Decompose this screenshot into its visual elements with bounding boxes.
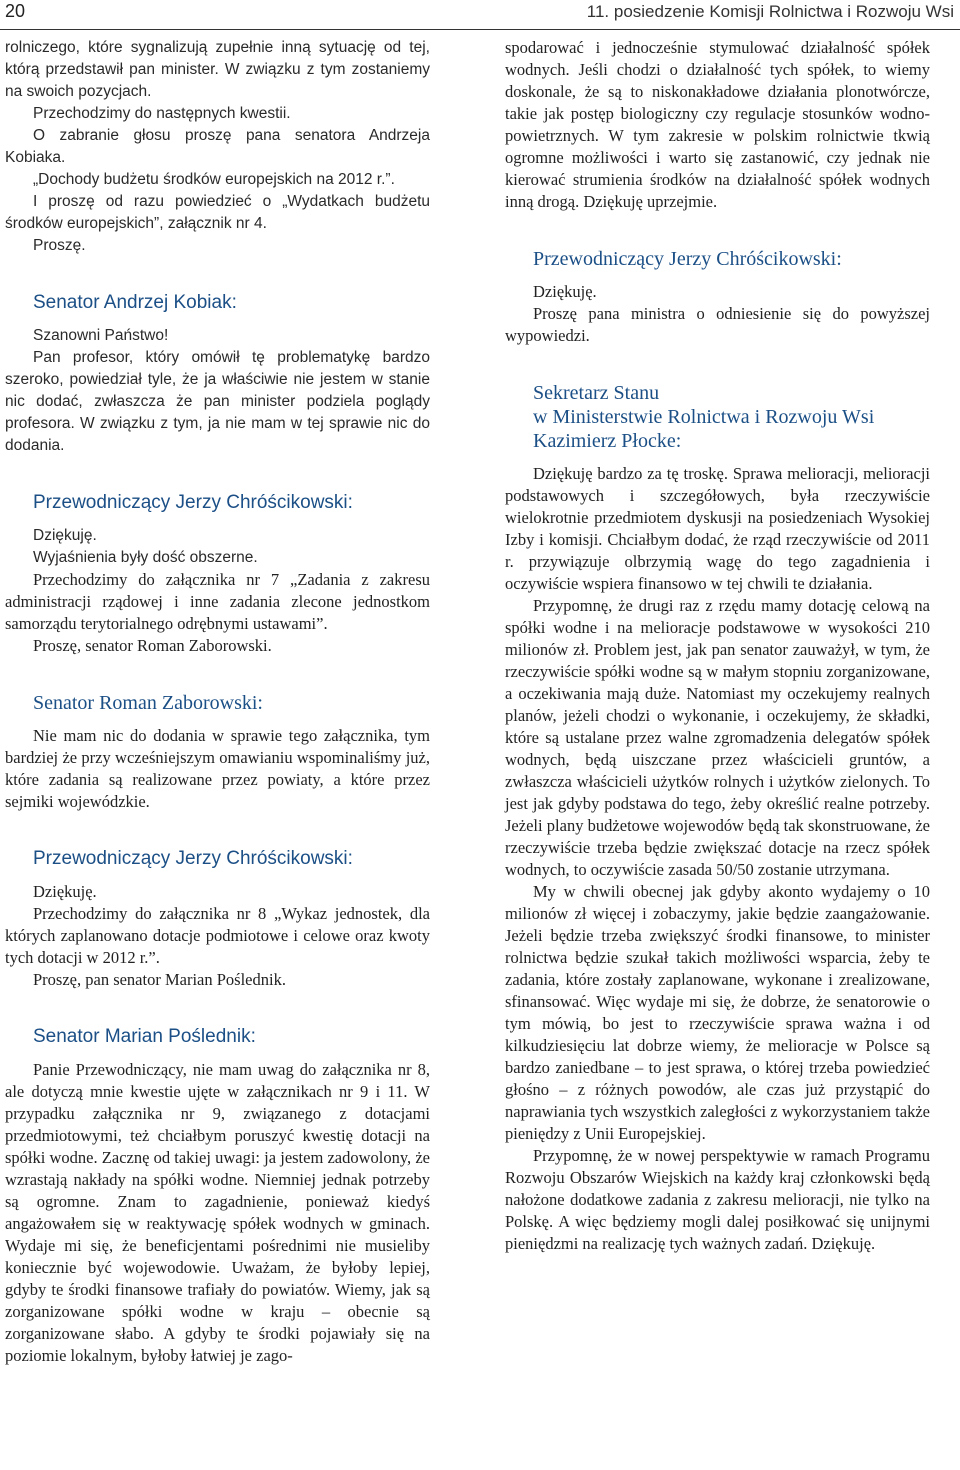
left-column xyxy=(5,37,430,1367)
paragraph: Nie mam nic do dodania w sprawie tego załącznika, tym bardziej że przy wcześniejszym omawianiu wspominaliśmy już, które zadania są realizowane przez powiaty, a które przez sejmiki wojewódzkie. xyxy=(5,726,430,811)
speaker-heading xyxy=(533,381,930,453)
speaker-title-line: w Ministerstwie Rolnictwa i Rozwoju Wsi xyxy=(533,406,875,428)
paragraph: „Dochody budżetu środków europejskich na 2012 r.”. xyxy=(33,171,395,188)
paragraph: Panie Przewodniczący, nie mam uwag do załącznika nr 8, ale dotyczą mnie kwestie ujęte w załącznikach nr 9 i 11. W przypadku załącznika nr 9, związanego z dotacjami przedmiotowymi, też chciałbym poruszyć kwestię dotacji na spółki wodne. Zacznę od takiej uwagi: ja jestem zadowolony, że wzrastają nakłady na spółki wodne. Niemniej jednak potrzeby są ogromne. Znam to zagadnienie, ponieważ kiedyś angażowałem się w reaktywację spółek wodnych w gminach. Wydaje mi się, że beneficjentami pośrednimi nie musieliby koniecznie być wojewodowie. Uważam, że byłoby lepiej, gdyby te środki finansowe trafiały do powiatów. Wiemy, jak są zorganizowane spółki wodne w kraju – obecnie są zorganizowane słabo. A gdyby te środki pojawiały się na poziomie lokalnym, byłoby łatwiej je zago- xyxy=(5,1060,430,1365)
speaker-heading: Przewodniczący Jerzy Chróścikowski: xyxy=(33,848,353,869)
paragraph: Przypomnę, że w nowej perspektywie w ramach Programu Rozwoju Obszarów Wiejskich na każdy kraj członkowski będą nałożone dodatkowe zadania z zakresu melioracji, nie tylko na Polskę. A więc będziemy mogli dalej posiłkować się unijnymi pieniędzmi na realizację tych ważnych zadań. Dziękuję. xyxy=(505,1146,930,1253)
paragraph: Przechodzimy do załącznika nr 8 „Wykaz jednostek, dla których zaplanowano dotacje podmiotowe i celowe oraz kwoty tych dotacji w 2012 r.”. xyxy=(5,904,430,967)
right-column xyxy=(505,37,930,1255)
paragraph: Proszę. xyxy=(33,237,86,254)
paragraph: Dziękuję. xyxy=(33,882,97,901)
paragraph: Przechodzimy do załącznika nr 7 „Zadania z zakresu administracji rządowej i inne zadania zlecone jednostkom samorządu terytorialnego odrębnymi ustawami”. xyxy=(5,570,430,633)
paragraph: Dziękuję. xyxy=(533,282,597,301)
paragraph: My w chwili obecnej jak gdyby akonto wydajemy o 10 milionów zł więcej i zobaczymy, jakie będzie zaangażowanie. Jeżeli będzie trzeba zwiększyć środki finansowe, to minister rolnictwa będzie szukał takich możliwości wsparcia, żeby te zadania, które zostały zaplanowane, wykonane i zrealizowane, sfinansować. Więc wydaje mi się, że dobrze, że senatorowie o tym mówią, bo jest to rzeczywiście sprawa ważna i od kilkudziesięciu lat dobrze wiemy, że melioracje w Polsce są bardzo zaniedbane – to jest sprawa, o której trzeba powiedzieć głośno – z różnych powodów, ale czas już przystąpić do naprawiania tych wszystkich zaległości z wykorzystaniem także pieniędzy z Unii Europejskiej. xyxy=(505,882,930,1143)
paragraph: Proszę pana ministra o odniesienie się do powyższej wypowiedzi. xyxy=(505,304,930,345)
speaker-heading: Senator Andrzej Kobiak: xyxy=(33,292,237,313)
paragraph: Szanowni Państwo! xyxy=(33,327,169,344)
paragraph: O zabranie głosu proszę pana senatora Andrzeja Kobiaka. xyxy=(5,127,430,166)
header-rule xyxy=(0,29,960,30)
speaker-heading: Przewodniczący Jerzy Chróścikowski: xyxy=(33,492,353,513)
paragraph: Proszę, senator Roman Zaborowski. xyxy=(33,636,272,655)
speaker-heading: Senator Roman Zaborowski: xyxy=(33,692,263,714)
running-title: 11. posiedzenie Komisji Rolnictwa i Rozwoju Wsi xyxy=(586,2,954,21)
paragraph: spodarować i jednocześnie stymulować działalność spółek wodnych. Jeśli chodzi o działalność tych spółek, to wiemy doskonale, że są to niskonakładowe działania plonotwórcze, takie jak postęp biologiczny czy regulacje stosunków wodno-powietrznych. W tym zakresie w polskim rolnictwie tkwią ogromne możliwości i warto się zastanowić, czy jednak nie kierować strumienia środków na działalność spółek wodnych inną drogą. Dziękuję uprzejmie. xyxy=(505,38,930,211)
page-number: 20 xyxy=(5,1,26,21)
paragraph: Dziękuję bardzo za tę troskę. Sprawa melioracji, melioracji podstawowych i szczegółowych, była rzeczywiście wielokrotnie przedmiotem dyskusji na posiedzeniach Wysokiej Izby i komisji. Chciałbym dodać, że rząd rzeczywiście od 2011 r. przywiązuje olbrzymią wagę do tego zagadnienia i oczywiście wspiera finansowo w tej chwili te działania. xyxy=(505,464,930,593)
speaker-name-line: Kazimierz Płocke: xyxy=(533,430,682,452)
speaker-title-line: Sekretarz Stanu xyxy=(533,382,660,404)
paragraph: Dziękuję. xyxy=(33,527,97,544)
paragraph: Przechodzimy do następnych kwestii. xyxy=(33,105,291,122)
paragraph: Wyjaśnienia były dość obszerne. xyxy=(33,549,258,566)
speaker-heading: Przewodniczący Jerzy Chróścikowski: xyxy=(533,248,842,270)
paragraph: Pan profesor, który omówił tę problematykę bardzo szeroko, powiedział tyle, że ja właściwie nie jestem w stanie nic dodać, zwłaszcza że pan minister podziela poglądy profesora. W związku z tym, ja nie mam w tej sprawie nic do dodania. xyxy=(5,349,430,454)
paragraph: Proszę, pan senator Marian Poślednik. xyxy=(33,970,286,989)
speaker-heading: Senator Marian Poślednik: xyxy=(33,1026,256,1047)
page-header xyxy=(0,0,960,30)
paragraph: Przypomnę, że drugi raz z rzędu mamy dotację celową na spółki wodne i na melioracje podstawowe w wysokości 210 milionów zł. Problem jest, jak pan senator zauważył, w tym, że rzeczywiście spółki wodne są w małym stopniu zorganizowane, a oczekiwania mają duże. Natomiast my oczekujemy realnych planów, jeżeli chodzi o wykonanie, i oczekujemy, że składki, które są ustalane przez walne zgromadzenia delegatów spółek wodnych, będą uiszczane przez właścicieli gruntów, a zwłaszcza właścicieli użytków rolnych i użytków zielonych. To jest jak gdyby podstawa do tego, żeby określić realne potrzeby. Jeżeli plany budżetowe wojewodów będą tak skonstruowane, że rzeczywiście trzeba będzie zwiększać dotacje na rzecz spółek wodnych, to oczywiście zasada 50/50 zostanie utrzymana. xyxy=(505,596,930,879)
paragraph: I proszę od razu powiedzieć o „Wydatkach budżetu środków europejskich”, załącznik nr 4. xyxy=(5,193,430,232)
paragraph: rolniczego, które sygnalizują zupełnie inną sytuację od tej, którą przedstawił pan minister. W związku z tym zostaniemy na swoich pozycjach. xyxy=(5,39,430,100)
